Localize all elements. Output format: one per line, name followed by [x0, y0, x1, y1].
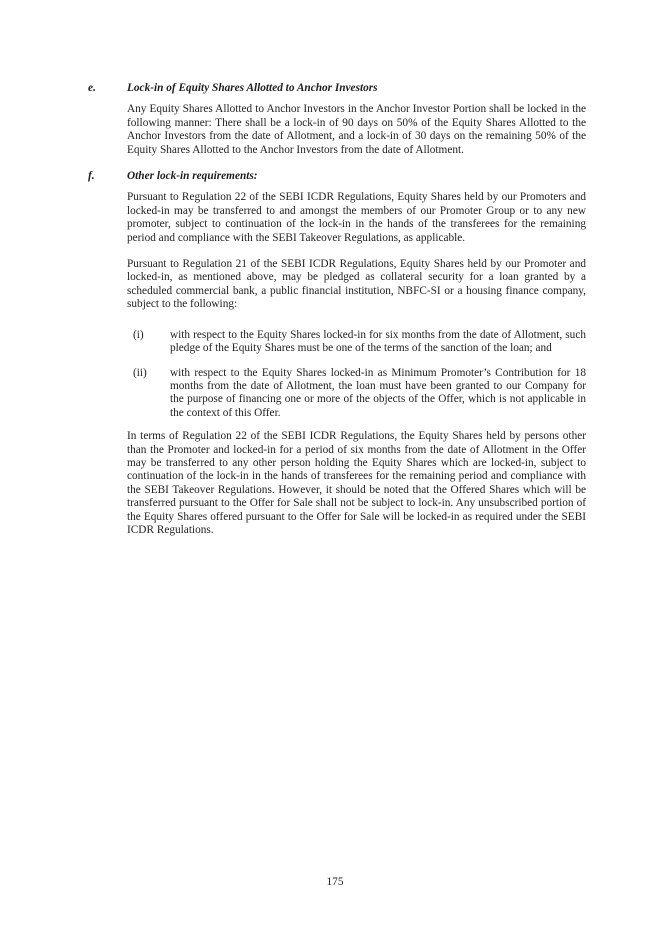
subitem-i-text: with respect to the Equity Shares locked-in for six months from the date of Allotment, such pledge of the Equity Shares must be one of the terms of the sanction of the loan; and — [170, 328, 586, 355]
list-item-e-heading-row — [88, 82, 586, 95]
list-item-e-heading: Lock-in of Equity Shares Allotted to Anchor Investors — [127, 82, 378, 94]
subitem-ii — [133, 367, 586, 421]
subitem-i — [133, 329, 586, 356]
document-body — [88, 82, 586, 550]
page-number: 175 — [326, 876, 344, 888]
list-item-f-heading-row — [88, 170, 586, 183]
subitem-i-label: (i) — [133, 328, 144, 341]
list-item-f-heading: Other lock-in requirements: — [127, 170, 258, 183]
regulation-22-transfer-paragraph: In terms of Regulation 22 of the SEBI ICDR Regulations, the Equity Shares held by persons other than the Promoter and locked-in for a period of six months from the date of Allotment in the Offer may be transferred to any other person holding the Equity Shares which are locked-in, subject to continuation of the lock-in in the hands of transferees for the remaining period and compliance with the SEBI Takeover Regulations. However, it should be noted that the Offered Shares which will be transferred pursuant to the Offer for Sale shall not be subject to lock-in. Any unsubscribed portion of the Equity Shares offered pursuant to the Offer for Sale will be locked-in as required under the SEBI ICDR Regulations. — [127, 430, 586, 536]
list-item-e-label: e. — [88, 82, 96, 94]
regulation-22-promoters-paragraph: Pursuant to Regulation 22 of the SEBI ICDR Regulations, Equity Shares held by our Promoters and locked-in may be transferred to and amongst the members of our Promoter Group or to any new promoter, subject to continuation of the lock-in in the hands of the transferees for the remaining period and compliance with the SEBI Takeover Regulations, as applicable. — [127, 191, 586, 244]
anchor-investor-lockin-paragraph: Any Equity Shares Allotted to Anchor Investors in the Anchor Investor Portion shall be locked in the following manner: There shall be a lock-in of 90 days on 50% of the Equity Shares Allotted to the Anchor Investors from the date of Allotment, and a lock-in of 30 days on the remaining 50% of the Equity Shares Allotted to the Anchor Investors from the date of Allotment. — [127, 103, 586, 156]
subitem-ii-text: with respect to the Equity Shares locked-in as Minimum Promoter’s Contribution for 18 months from the date of Allotment, the loan must have been granted to our Company for the purpose of financing one or more of the objects of the Offer, which is not applicable in the context of this Offer. — [170, 366, 586, 419]
regulation-21-pledge-paragraph: Pursuant to Regulation 21 of the SEBI ICDR Regulations, Equity Shares held by our Promoter and locked-in, as mentioned above, may be pledged as collateral security for a loan granted by a scheduled commercial bank, a public financial institution, NBFC-SI or a housing finance company, subject to the following: — [127, 258, 586, 311]
list-item-f-label: f. — [88, 170, 95, 183]
subitem-ii-label: (ii) — [133, 366, 147, 379]
